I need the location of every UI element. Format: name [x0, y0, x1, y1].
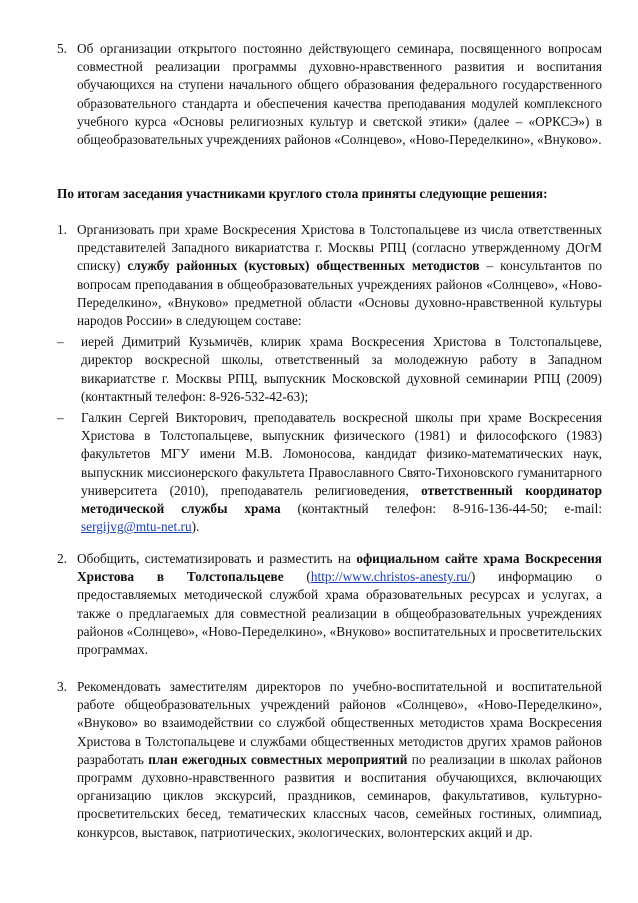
member-entry-2 — [57, 409, 602, 536]
decision-number: 3. — [57, 679, 67, 694]
decision-text-bold: официальном сайте храма Воскресения Христова в Толстопальцеве — [77, 551, 602, 585]
decision-number: 1. — [57, 222, 67, 237]
member-entry-1 — [57, 333, 602, 406]
agenda-item-5 — [57, 40, 602, 149]
decision-text-part: Обобщить, систематизировать и разместить на — [77, 551, 357, 566]
decision-text-part: ( — [283, 569, 311, 585]
decision-text-part: Рекомендовать заместителям директоров по учебно-воспитательной и воспитательной работе общеобразовательных учреждений районов «Солнцево», «Ново-Переделкино», «Внуково» во взаимодействии со службой общественных методистов храма Воскресения Христова в Толстопальцеве и службами общественных методистов других храмов районов разработать — [77, 679, 602, 767]
member-role-bold: ответственный координатор методической службы храма — [81, 482, 602, 517]
decision-text-part: ) информацию о предоставляемых методической службой храма образовательных ресурсах и услугах, а также о предлагаемых для совместной реализации в общеобразовательных учреждениях районов «Солнцево», «Ново-Переделкино», «Внуково» воспитательных и просветительских программах. — [77, 569, 602, 658]
email-link[interactable]: sergijvg@mtu-net.ru — [81, 519, 192, 535]
decision-text-part: – консультантов по вопросам преподавания в общеобразовательных учреждениях районов «Солнцево», «Ново-Переделкино», «Внуково» предметной области «Основы духовно-нравственной культуры народов России» в следующем составе: — [77, 258, 602, 329]
dash-bullet: – — [57, 334, 64, 350]
website-link[interactable]: http://www.christos-anesty.ru/ — [310, 569, 471, 585]
member-text: иерей Димитрий Кузьмичёв, клирик храма Воскресения Христова в Толстопальцеве, директор воскресной школы, ответственный за молодежную работу в Западном викариатстве г. Москвы РПЦ, выпускник Московской духовной семинарии РПЦ (2009) (контактный телефон: 8-926-532-42-63); — [81, 334, 602, 404]
decision-text-part: Организовать при храме Воскресения Христова в Толстопальцеве из числа ответственных представителей Западного викариатства г. Москвы РПЦ (согласно утвержденному ДОгМ списку) — [77, 222, 602, 274]
item-number: 5. — [57, 41, 67, 56]
decision-number: 2. — [57, 551, 67, 566]
member-text-part: Галкин Сергей Викторович, преподаватель воскресной школы при храме Воскресения Христова в Толстопальцеве, выпускник физического (1981) и философского (1983) факультетов МГУ имени М.В. Ломоносова, кандидат физико-математических наук, выпускник миссионерского факультета Православного Свято-Тихоновского гуманитарного университета (2010), преподаватель религиоведения, — [81, 410, 602, 498]
member-contact: (контактный телефон: 8-916-136-44-50; e-mail: — [280, 501, 603, 517]
decision-text — [77, 550, 602, 659]
member-text — [81, 409, 602, 536]
decision-text-bold: план ежегодных совместных мероприятий — [148, 751, 408, 767]
decision-text — [77, 678, 602, 842]
decision-text-bold: службу районных (кустовых) общественных методистов — [127, 258, 480, 274]
decision-1 — [57, 221, 602, 536]
decision-text-part: по реализации в школах районов программ духовно-нравственного развития и воспитания обучающихся, включающих организацию циклов экскурсий, праздников, семинаров, факультативов, культурно-просветительских бесед, тематических классных часов, семейных гостиных, олимпиад, конкурсов, выставок, патриотических, экологических, волонтерских акций и др. — [77, 751, 602, 840]
decision-3 — [57, 678, 602, 842]
resolution-heading-text: По итогам заседания участниками круглого стола приняты следующие решения: — [57, 186, 548, 201]
decision-2 — [57, 550, 602, 659]
agenda-item-text: Об организации открытого постоянно действующего семинара, посвященного вопросам совместной реализации программы духовно-нравственного развития и воспитания обучающихся на ступени начального общего образования федерального государственного образовательного стандарта и обеспечения качества преподавания модулей комплексного учебного курса «Основы религиозных культур и светской этики» (далее – «ОРКСЭ») в общеобразовательных учреждениях районов «Солнцево», «Ново-Переделкино», «Внуково». — [77, 41, 602, 148]
decision-text — [77, 221, 602, 330]
dash-bullet: – — [57, 410, 64, 426]
resolution-heading — [57, 185, 602, 203]
member-text-end: ). — [191, 519, 200, 535]
